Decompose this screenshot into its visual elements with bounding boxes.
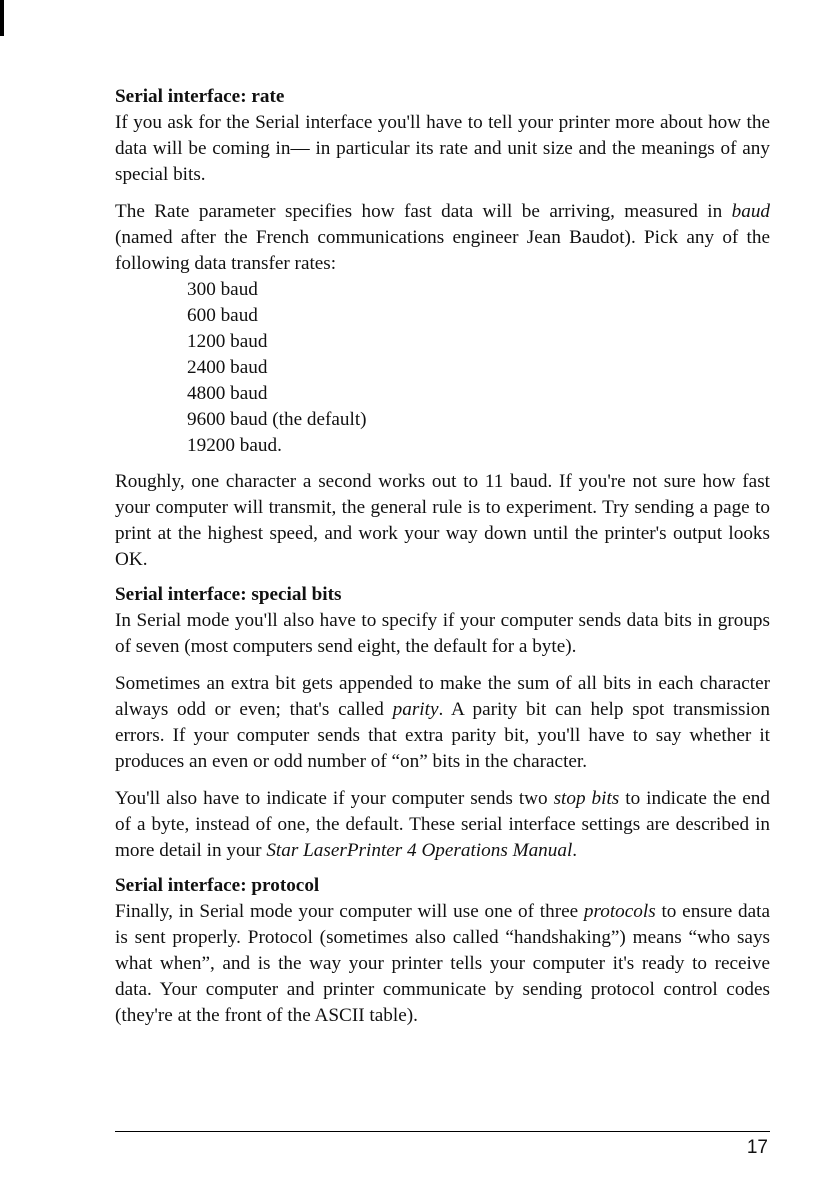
- term-baud: baud: [731, 201, 770, 222]
- baud-rate-item: 9600 baud (the default): [187, 409, 367, 430]
- manual-title: Star LaserPrinter 4 Operations Manual: [266, 840, 573, 861]
- baud-rate-item: 300 baud: [187, 279, 258, 300]
- term-parity: parity: [392, 699, 439, 720]
- special-bits-paragraph-3: You'll also have to indicate if your computer sends two stop bits to indicate the end of a byte, instead of one, the default. These serial interface settings are described in more detail in your Star LaserPrinter 4 Operations Manual.: [115, 788, 770, 861]
- rate-paragraph-1: If you ask for the Serial interface you'll have to tell your printer more about how the data will be coming in— in particular its rate and unit size and the meanings of any special bits.: [115, 112, 770, 185]
- baud-rate-item: 4800 baud: [187, 383, 268, 404]
- rate-paragraph-2: The Rate parameter specifies how fast data will be arriving, measured in baud (named after the French communications engineer Jean Baudot). Pick any of the following data transfer rates:: [115, 201, 770, 274]
- protocol-paragraph-1: Finally, in Serial mode your computer will use one of three protocols to ensure data is sent properly. Protocol (sometimes also called “handshaking”) means “who says what when”, and is the way your printer tells your computer it's ready to receive data. Your computer and printer communicate by sending protocol control codes (they're at the front of the ASCII table).: [115, 901, 770, 1026]
- footer-rule: [115, 1131, 770, 1132]
- baud-rate-list: [187, 277, 770, 459]
- baud-rate-item: 2400 baud: [187, 357, 268, 378]
- term-protocols: protocols: [583, 901, 656, 922]
- special-bits-paragraph-1: In Serial mode you'll also have to specify if your computer sends data bits in groups of seven (most computers send eight, the default for a byte).: [115, 610, 770, 657]
- rate-paragraph-3: Roughly, one character a second works out to 11 baud. If you're not sure how fast your computer will transmit, the general rule is to experiment. Try sending a page to print at the highest speed, and work your way down until the printer's output looks OK.: [115, 471, 770, 570]
- heading-special-bits: Serial interface: special bits: [115, 584, 342, 605]
- heading-protocol: Serial interface: protocol: [115, 875, 320, 896]
- baud-rate-item: 600 baud: [187, 305, 258, 326]
- page-number: 17: [746, 1137, 768, 1158]
- baud-rate-item: 19200 baud.: [187, 435, 282, 456]
- term-stop-bits: stop bits: [553, 788, 620, 809]
- scan-edge-mark: [0, 0, 4, 36]
- page-body: [115, 84, 770, 1029]
- baud-rate-item: 1200 baud: [187, 331, 268, 352]
- special-bits-paragraph-2: Sometimes an extra bit gets appended to make the sum of all bits in each character always odd or even; that's called parity. A parity bit can help spot transmission errors. If your computer sends that extra parity bit, you'll have to say whether it produces an even or odd number of “on” bits in the character.: [115, 673, 770, 772]
- heading-serial-rate: Serial interface: rate: [115, 86, 285, 107]
